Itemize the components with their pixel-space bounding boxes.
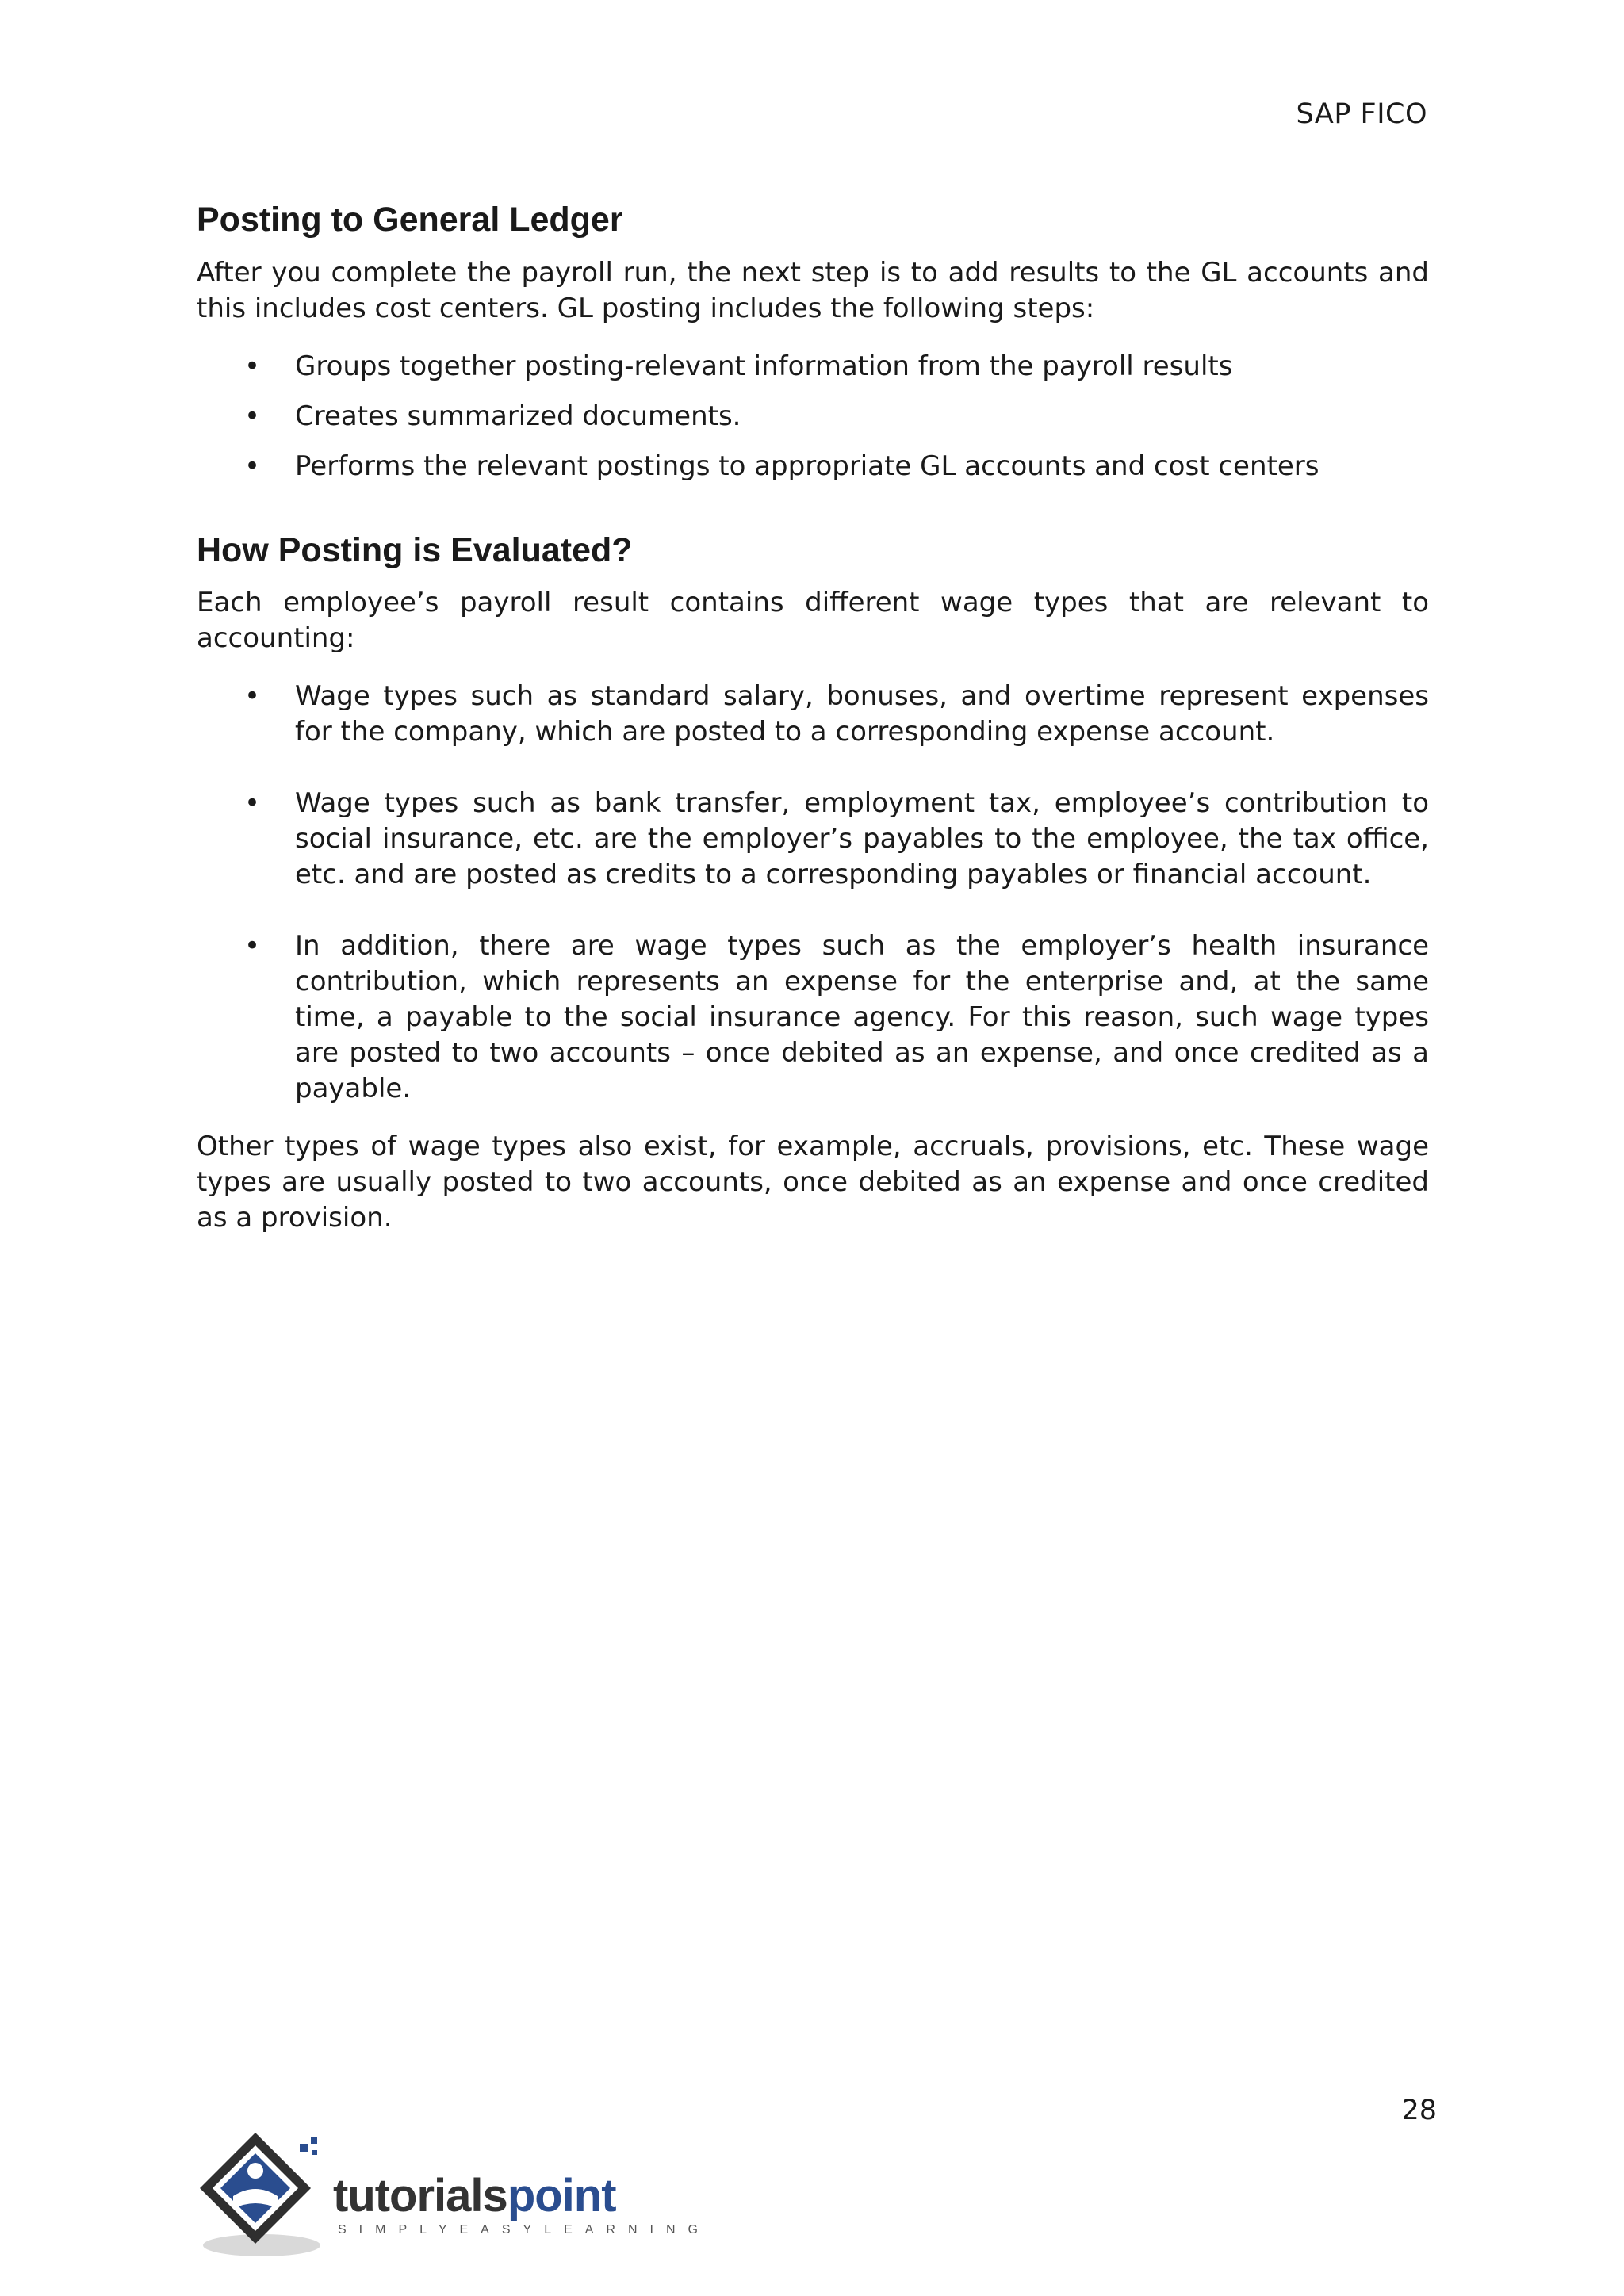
list-item (197, 449, 1429, 484)
logo-tagline: SIMPLYEASYLEARNING (338, 2223, 710, 2237)
logo-wordmark: tutorialspoint (333, 2170, 616, 2221)
page-header-title: SAP FICO (1296, 98, 1427, 130)
bullet-icon: • (244, 350, 261, 382)
list-item (197, 786, 1429, 893)
list-item (197, 399, 1429, 434)
list-item-text: Groups together posting-relevant information from the payroll results (295, 350, 1233, 382)
section-intro-paragraph: Each employee’s payroll result contains different wage types that are relevant to accounting: (197, 587, 1429, 655)
page-number: 28 (1401, 2095, 1437, 2126)
section-heading-posting-evaluated: How Posting is Evaluated? (197, 530, 633, 569)
list-item-text: Creates summarized documents. (295, 400, 741, 432)
document-body (197, 200, 1429, 1236)
wage-types-list (197, 679, 1429, 1107)
tutorialspoint-logo (193, 2126, 710, 2261)
tutorialspoint-logo-icon (193, 2126, 328, 2261)
list-item (197, 928, 1429, 1107)
section-intro-paragraph: After you complete the payroll run, the next step is to add results to the GL accounts and this includes cost centers. GL posting includes the following steps: (197, 256, 1429, 324)
gl-steps-list (197, 349, 1429, 484)
bullet-icon: • (244, 930, 261, 962)
bullet-icon: • (244, 400, 261, 432)
list-item (197, 679, 1429, 750)
list-item-text: Wage types such as standard salary, bonuses, and overtime represent expenses for the company, which are posted to a corresponding expense account. (295, 680, 1429, 748)
bullet-icon: • (244, 680, 261, 713)
list-item-text: Wage types such as bank transfer, employment tax, employee’s contribution to social insurance, etc. are the employer’s payables to the employee, the tax office, etc. and are posted as credits to a corresponding payables or financial account. (295, 787, 1429, 891)
list-item-text: In addition, there are wage types such as the employer’s health insurance contribution, which represents an expense for the enterprise and, at the same time, a payable to the social insurance agency. For this reason, such wage types are posted to two accounts – once debited as an expense, and once credited as a payable. (295, 930, 1429, 1105)
bullet-icon: • (244, 450, 261, 482)
closing-paragraph: Other types of wage types also exist, for example, accruals, provisions, etc. These wage types are usually posted to two accounts, once debited as an expense and once credited as a provision. (197, 1131, 1429, 1234)
list-item-text: Performs the relevant postings to appropriate GL accounts and cost centers (295, 450, 1320, 482)
list-item (197, 349, 1429, 385)
section-heading-general-ledger: Posting to General Ledger (197, 201, 623, 239)
bullet-icon: • (244, 787, 261, 820)
